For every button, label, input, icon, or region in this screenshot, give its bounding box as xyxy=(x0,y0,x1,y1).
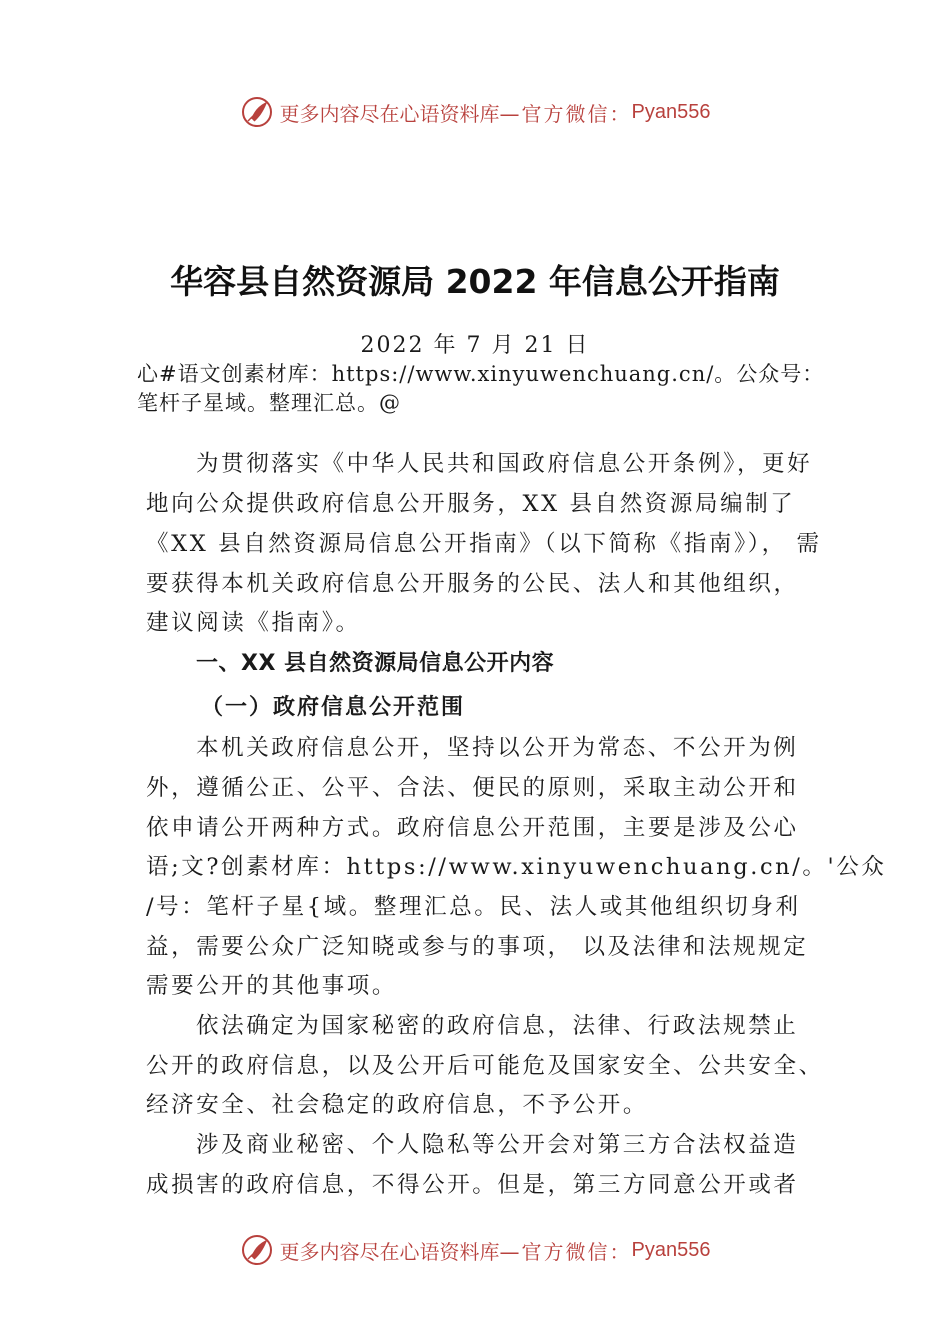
banner-site-text: 更多内容尽在心语资料库 xyxy=(279,1239,500,1264)
source-note-line-1: 心#语文创素材库：https://www.xinyuwenchuang.cn/。公众号： xyxy=(137,362,825,386)
body-line: 本机关政府信息公开，坚持以公开为常态、不公开为例 xyxy=(196,735,799,761)
body-line: 依法确定为国家秘密的政府信息，法律、行政法规禁止 xyxy=(196,1013,799,1039)
body-line: 《XX 县自然资源局信息公开指南》（以下简称《指南》）， 需 xyxy=(146,531,822,557)
body-line: /号：笔杆子星{域。整理汇总。民、法人或其他组织切身利 xyxy=(146,894,801,920)
banner-wechat-label: —官方微信： xyxy=(499,1239,632,1264)
body-line: 益，需要公众广泛知晓或参与的事项， 以及法律和法规规定 xyxy=(146,934,809,960)
document-title: 华容县自然资源局 2022 年信息公开指南 xyxy=(170,262,780,301)
body-line: 成损害的政府信息，不得公开。但是，第三方同意公开或者 xyxy=(146,1172,799,1198)
header-watermark-banner xyxy=(0,95,950,129)
quill-logo-icon xyxy=(240,95,274,129)
body-line: 语;文?创素材库：https://www.xinyuwenchuang.cn/。'公众 xyxy=(146,854,887,880)
body-line: 公开的政府信息，以及公开后可能危及国家安全、公共安全、 xyxy=(146,1053,824,1079)
quill-logo-icon xyxy=(240,1233,274,1267)
banner-wechat-id: Pyan556 xyxy=(631,1238,711,1261)
source-note-line-2: 笔杆子星域。整理汇总。@ xyxy=(137,391,401,415)
body-line: 涉及商业秘密、个人隐私等公开会对第三方合法权益造 xyxy=(196,1132,799,1158)
body-line: 为贯彻落实《中华人民共和国政府信息公开条例》，更好 xyxy=(196,451,813,477)
banner-wechat-id: Pyan556 xyxy=(631,100,711,123)
body-line: 依申请公开两种方式。政府信息公开范围，主要是涉及公心 xyxy=(146,815,799,841)
body-line: 经济安全、社会稳定的政府信息，不予公开。 xyxy=(146,1092,649,1118)
body-line: 需要公开的其他事项。 xyxy=(146,973,398,999)
body-line: 外，遵循公正、公平、合法、便民的原则，采取主动公开和 xyxy=(146,775,799,801)
banner-wechat-label: —官方微信： xyxy=(499,101,632,126)
document-date: 2022 年 7 月 21 日 xyxy=(360,333,590,358)
section-heading: 一、XX 县自然资源局信息公开内容 xyxy=(196,651,555,676)
body-line: 地向公众提供政府信息公开服务，XX 县自然资源局编制了 xyxy=(146,491,796,517)
footer-watermark-banner xyxy=(0,1233,950,1267)
body-line: 要获得本机关政府信息公开服务的公民、法人和其他组织， xyxy=(146,571,799,597)
banner-site-text: 更多内容尽在心语资料库 xyxy=(279,101,500,126)
body-line: 建议阅读《指南》。 xyxy=(146,610,361,636)
subsection-heading: （一）政府信息公开范围 xyxy=(201,694,466,720)
